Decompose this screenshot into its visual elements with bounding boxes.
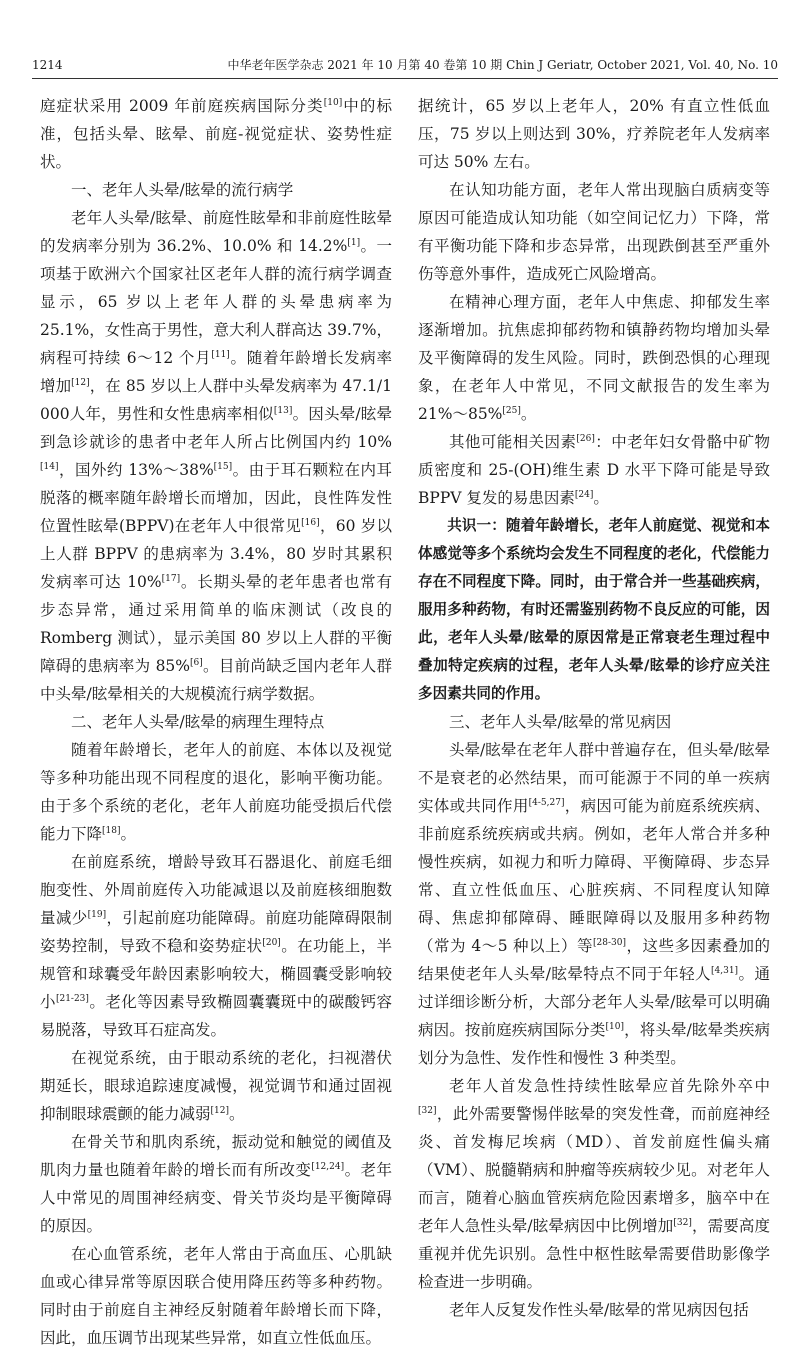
- citation-ref: [24]: [574, 490, 594, 500]
- citation-ref: [20]: [262, 938, 281, 948]
- text-run: 。: [593, 489, 609, 507]
- paragraph: [40, 848, 392, 1044]
- text-run: 老年人头晕/眩晕、前庭性眩晕和非前庭性眩晕的发病率分别为 36.2%、10.0% 和 14.2%: [40, 209, 392, 255]
- text-run: 头晕/眩晕在老年人群中普遍存在，但头晕/眩晕不是衰老的必然结果，而可能源于不同的单一疾病实体或共同作用: [418, 741, 770, 815]
- citation-ref: [4-5,27]: [528, 798, 565, 808]
- section-heading-pathophysiology: 二、老年人头晕/眩晕的病理生理特点: [71, 713, 325, 731]
- text-run: 随着年龄增长，老年人的前庭、本体以及视觉等多种功能出现不同程度的退化，影响平衡功能。由于多个系统的老化，老年人前庭功能受损后代偿能力下降: [40, 741, 392, 843]
- text-run: ：中老年妇女骨骼中矿物质密度和 25-(OH)维生素 D 水平下降可能是导致 BPPV 复发的易患因素: [418, 433, 770, 507]
- text-run: 。: [120, 825, 137, 843]
- text-run: 老年人首发急性持续性眩晕应首先除外卒中: [449, 1077, 770, 1095]
- citation-ref: [32]: [673, 1218, 692, 1228]
- text-run: 在前庭系统，增龄导致耳石器退化、前庭毛细胞变性、外周前庭传入功能减退以及前庭核细胞数量减少: [40, 853, 392, 927]
- paragraph: [418, 428, 770, 512]
- text-run: 共识一：随着年龄增长，老年人前庭觉、视觉和本体感觉等多个系统均会发生不同程度的老化，代偿能力存在不同程度下降。同时，由于常合并一些基础疾病，服用多种药物，有时还需鉴别药物不良反应的可能，因此，老年人头晕/眩晕的原因常是正常衰老生理过程中叠加特定疾病的过程，老年人头晕/眩晕的诊疗应关注多因素共同的作用。: [418, 517, 770, 702]
- text-run: ，需要高度重视并优先识别。急性中枢性眩晕需要借助影像学检查进一步明确。: [418, 1217, 770, 1291]
- citation-ref: [13]: [273, 406, 293, 416]
- section-heading-causes: 三、老年人头晕/眩晕的常见病因: [449, 713, 672, 731]
- text-run: ，此外需要警惕伴眩晕的突发性聋，而前庭神经炎、首发梅尼埃病（MD）、首发前庭性偏头痛（VM）、脱髓鞘病和肿瘤等疾病较少见。对老年人而言，随着心脑血管疾病危险因素增多，脑卒中在老年人急性头晕/眩晕病因中比例增加: [418, 1105, 770, 1235]
- text-run: 。: [520, 405, 537, 423]
- text-run: 。老年人中常见的周围神经病变、骨关节炎均是平衡障碍的原因。: [40, 1161, 392, 1235]
- citation-ref: [16]: [301, 518, 320, 528]
- citation-ref: [12]: [210, 1106, 229, 1116]
- page-number: 1214: [32, 58, 63, 72]
- citation-ref: [10]: [605, 1022, 624, 1032]
- paragraph: [418, 176, 770, 288]
- paragraph: [40, 204, 392, 708]
- text-run: ，在 85 岁以上人群中头晕发病率为 47.1/1 000人年，男性和女性患病率相似: [40, 377, 392, 423]
- paragraph: [418, 1296, 770, 1324]
- paragraph: [40, 1128, 392, 1240]
- journal-citation: 中华老年医学杂志 2021 年 10 月第 40 卷第 10 期 Chin J Geriatr, October 2021, Vol. 40, No. 10: [227, 58, 778, 72]
- text-run: 。因头晕/眩晕到急诊就诊的患者中老年人所占比例国内约 10%: [40, 405, 392, 451]
- citation-ref: [25]: [502, 406, 521, 416]
- text-run: 。通过详细诊断分析，大部分老年人头晕/眩晕可以明确病因。按前庭疾病国际分类: [418, 965, 770, 1039]
- text-run: 其他可能相关因素: [449, 433, 577, 451]
- citation-ref: [14]: [40, 462, 59, 472]
- citation-ref: [21-23]: [55, 994, 89, 1004]
- text-run: 。一项基于欧洲六个国家社区老年人群的流行病学调查显示，65 岁以上老年人群的头晕患病率为 25.1%，女性高于男性，意大利人群高达 39.7%，病程可持续 6～12 个月: [40, 237, 392, 367]
- citation-ref: [12,24]: [311, 1162, 345, 1172]
- page-header: [32, 56, 778, 79]
- text-run: 。老化等因素导致椭圆囊囊斑中的碳酸钙容易脱落，导致耳石症高发。: [40, 993, 392, 1039]
- citation-ref: [12]: [71, 378, 90, 388]
- paragraph: [40, 1240, 392, 1352]
- consensus-statement: [418, 512, 770, 708]
- text-run: 。由于耳石颗粒在内耳脱落的概率随年龄增长而增加，因此，良性阵发性位置性眩晕(BPPV)在老年人中很常见: [40, 461, 392, 535]
- citation-ref: [17]: [161, 574, 181, 584]
- paragraph: [40, 92, 392, 176]
- citation-ref: [18]: [102, 826, 121, 836]
- text-run: 中的标准，包括头晕、眩晕、前庭-视觉症状、姿势性症状。: [40, 97, 392, 171]
- text-run: 在骨关节和肌肉系统，振动觉和触觉的阈值及肌肉力量也随着年龄的增长而有所改变: [40, 1133, 392, 1179]
- citation-ref: [4,31]: [711, 966, 739, 976]
- text-run: 据统计，65 岁以上老年人，20% 有直立性低血压，75 岁以上则达到 30%，疗养院老年人发病率可达 50% 左右。: [418, 97, 770, 171]
- citation-ref: [6]: [190, 658, 203, 668]
- text-run: ，将头晕/眩晕类疾病划分为急性、发作性和慢性 3 种类型。: [418, 1021, 770, 1067]
- text-run: ，引起前庭功能障碍。前庭功能障碍限制姿势控制，导致不稳和姿势症状: [40, 909, 392, 955]
- text-run: 。在功能上，半规管和球囊受年龄因素影响较大，椭圆囊受影响较小: [40, 937, 392, 1011]
- text-run: ，这些多因素叠加的结果使老年人头晕/眩晕特点不同于年轻人: [418, 937, 770, 983]
- citation-ref: [26]: [576, 434, 595, 444]
- right-column: [418, 92, 770, 1324]
- text-run: 庭症状采用 2009 年前庭疾病国际分类: [40, 97, 324, 115]
- text-run: 老年人反复发作性头晕/眩晕的常见病因包括: [449, 1301, 749, 1319]
- citation-ref: [11]: [211, 350, 230, 360]
- text-run: 。随着年龄增长发病率增加: [40, 349, 392, 395]
- paragraph: [418, 92, 770, 176]
- citation-ref: [15]: [213, 462, 233, 472]
- text-run: 在视觉系统，由于眼动系统的老化，扫视潜伏期延长，眼球追踪速度减慢，视觉调节和通过固视抑制眼球震颤的能力减弱: [40, 1049, 392, 1123]
- citation-ref: [32]: [418, 1106, 437, 1116]
- citation-ref: [28-30]: [593, 938, 627, 948]
- text-run: ，60 岁以上人群 BPPV 的患病率为 3.4%，80 岁时其累积发病率可达 10%: [40, 517, 392, 591]
- paragraph: [40, 1044, 392, 1128]
- text-run: 在心血管系统，老年人常由于高血压、心肌缺血或心律异常等原因联合使用降压药等多种药物。同时由于前庭自主神经反射随着年龄增长而下降，因此，血压调节出现某些异常，如直立性低血压。: [40, 1245, 392, 1347]
- citation-ref: [19]: [87, 910, 107, 920]
- text-run: 在认知功能方面，老年人常出现脑白质病变等原因可能造成认知功能（如空间记忆力）下降，常有平衡功能下降和步态异常，出现跌倒甚至严重外伤等意外事件，造成死亡风险增高。: [418, 181, 770, 283]
- text-run: ，病因可能为前庭系统疾病、非前庭系统疾病或共病。例如，老年人常合并多种慢性疾病，如视力和听力障碍、平衡障碍、步态异常、直立性低血压、心脏疾病、不同程度认知障碍、焦虑抑郁障碍、睡眠障碍以及服用多种药物（常为 4～5 种以上）等: [418, 797, 770, 955]
- paragraph: [418, 288, 770, 428]
- text-run: ，国外约 13%～38%: [58, 461, 214, 479]
- paragraph: [418, 1072, 770, 1296]
- left-column: [40, 92, 392, 1352]
- paragraph: [40, 736, 392, 848]
- text-run: 在精神心理方面，老年人中焦虑、抑郁发生率逐渐增加。抗焦虑抑郁药物和镇静药物均增加头晕及平衡障碍的发生风险。同时，跌倒恐惧的心理现象，在老年人中常见，不同文献报告的发生率为 21%～85%: [418, 293, 770, 423]
- citation-ref: [10]: [323, 98, 343, 108]
- citation-ref: [1]: [347, 238, 361, 248]
- text-run: 。目前尚缺乏国内老年人群中头晕/眩晕相关的大规模流行病学数据。: [40, 657, 392, 703]
- section-heading-epidemiology: 一、老年人头晕/眩晕的流行病学: [71, 181, 294, 199]
- text-run: 。长期头晕的老年患者也常有步态异常，通过采用简单的临床测试（改良的 Romberg 测试），显示美国 80 岁以上人群的平衡障碍的患病率为 85%: [40, 573, 392, 675]
- text-run: 。: [229, 1105, 245, 1123]
- paragraph: [418, 736, 770, 1072]
